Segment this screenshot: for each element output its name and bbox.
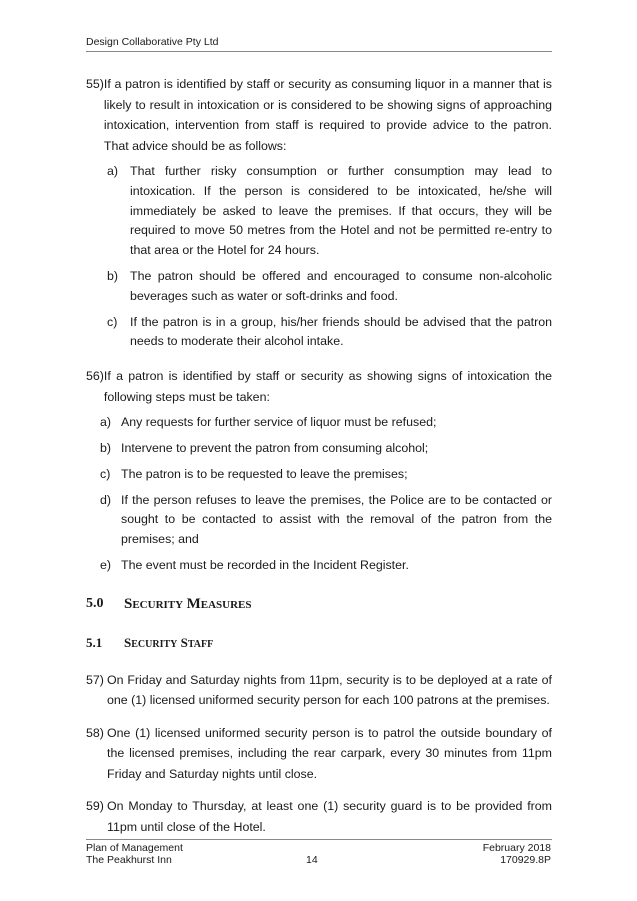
clause-56-subitems: [100, 413, 552, 576]
sub-item-text: Intervene to prevent the patron from consuming alcohol;: [121, 440, 429, 455]
header-company: Design Collaborative Pty Ltd: [86, 36, 219, 48]
sub-item-label: d): [100, 492, 112, 507]
clause-57: [86, 670, 552, 711]
clause-text: One (1) licensed uniformed security person is to patrol the outside boundary of the licensed premises, including the rear carpark, every 30 minutes from 11pm Friday and Saturday nights until close.: [107, 725, 552, 781]
clause-number: 59): [86, 799, 104, 814]
sub-item-label: a): [107, 164, 119, 178]
clause-number: 57): [86, 672, 104, 687]
clause-number: 56): [86, 369, 104, 384]
sub-item: [100, 413, 552, 433]
footer-venue: The Peakhurst Inn: [86, 854, 172, 866]
sub-item: [107, 267, 552, 307]
sub-item-label: b): [100, 440, 112, 455]
clause-number: 58): [86, 725, 104, 740]
section-heading: [86, 594, 552, 616]
clause-59: [86, 796, 552, 837]
subsection-number: 5.1: [86, 635, 103, 651]
sub-item-label: c): [100, 466, 111, 481]
clause-text: If a patron is identified by staff or security as consuming liquor in a manner that is likely to result in intoxication or is considered to be showing signs of approaching intoxication, intervention from staff is required to provide advice to the patron. That advice should be as follows:: [103, 77, 552, 153]
sub-item-label: c): [107, 314, 118, 329]
subsection-heading: [86, 633, 552, 656]
sub-item: [100, 439, 552, 459]
header-rule: [86, 51, 552, 52]
clause-56: [86, 366, 552, 407]
sub-item-label: a): [100, 415, 112, 430]
clause-text: If a patron is identified by staff or security as showing signs of intoxication the following steps must be taken:: [103, 369, 552, 404]
sub-item-label: b): [107, 268, 119, 283]
sub-item: [100, 556, 552, 576]
clause-number: 55): [86, 77, 104, 91]
footer-rule: [86, 839, 552, 840]
sub-item-text: The patron is to be requested to leave the premises;: [121, 466, 408, 481]
clause-55-subitems: [107, 162, 552, 352]
sub-item: [100, 491, 552, 550]
sub-item: [107, 162, 552, 261]
sub-item-text: If the patron is in a group, his/her friends should be advised that the patron needs to moderate their alcohol intake.: [130, 314, 552, 349]
clause-text: On Friday and Saturday nights from 11pm, security is to be deployed at a rate of one (1) licensed uniformed security person for each 100 patrons at the premises.: [107, 672, 552, 708]
sub-item-text: If the person refuses to leave the premises, the Police are to be contacted or sought to be contacted to assist with the removal of the patron from the premises; and: [121, 492, 552, 547]
document-body: [86, 74, 552, 837]
sub-item: [100, 465, 552, 485]
sub-item-text: The patron should be offered and encouraged to consume non-alcoholic beverages such as water or soft-drinks and food.: [130, 268, 552, 303]
clause-58: [86, 723, 552, 785]
footer-left: [86, 842, 183, 866]
footer-ref: 170929.8P: [500, 854, 551, 866]
clause-text: On Monday to Thursday, at least one (1) security guard is to be provided from 11pm until close of the Hotel.: [107, 799, 552, 834]
page-number: 14: [306, 854, 318, 866]
footer-right: [483, 842, 551, 866]
sub-item-label: e): [100, 557, 112, 572]
sub-item-text: That further risky consumption or further consumption may lead to intoxication. If the person is considered to be intoxicated, he/she will immediately be asked to leave the premises. If that occurs, they will be required to move 50 metres from the Hotel and not be permitted re-entry to that area or the Hotel for 24 hours.: [130, 164, 552, 258]
section-number: 5.0: [86, 595, 104, 611]
footer-date: February 2018: [482, 842, 551, 854]
sub-item-text: Any requests for further service of liquor must be refused;: [121, 415, 437, 430]
footer-doc-title: Plan of Management: [86, 842, 183, 854]
clause-55: [86, 74, 552, 156]
subsection-title: SECURITY STAFF: [124, 635, 214, 651]
sub-item: [107, 313, 552, 353]
sub-item-text: The event must be recorded in the Incident Register.: [121, 557, 409, 572]
section-title: SECURITY MEASURES: [124, 595, 252, 612]
